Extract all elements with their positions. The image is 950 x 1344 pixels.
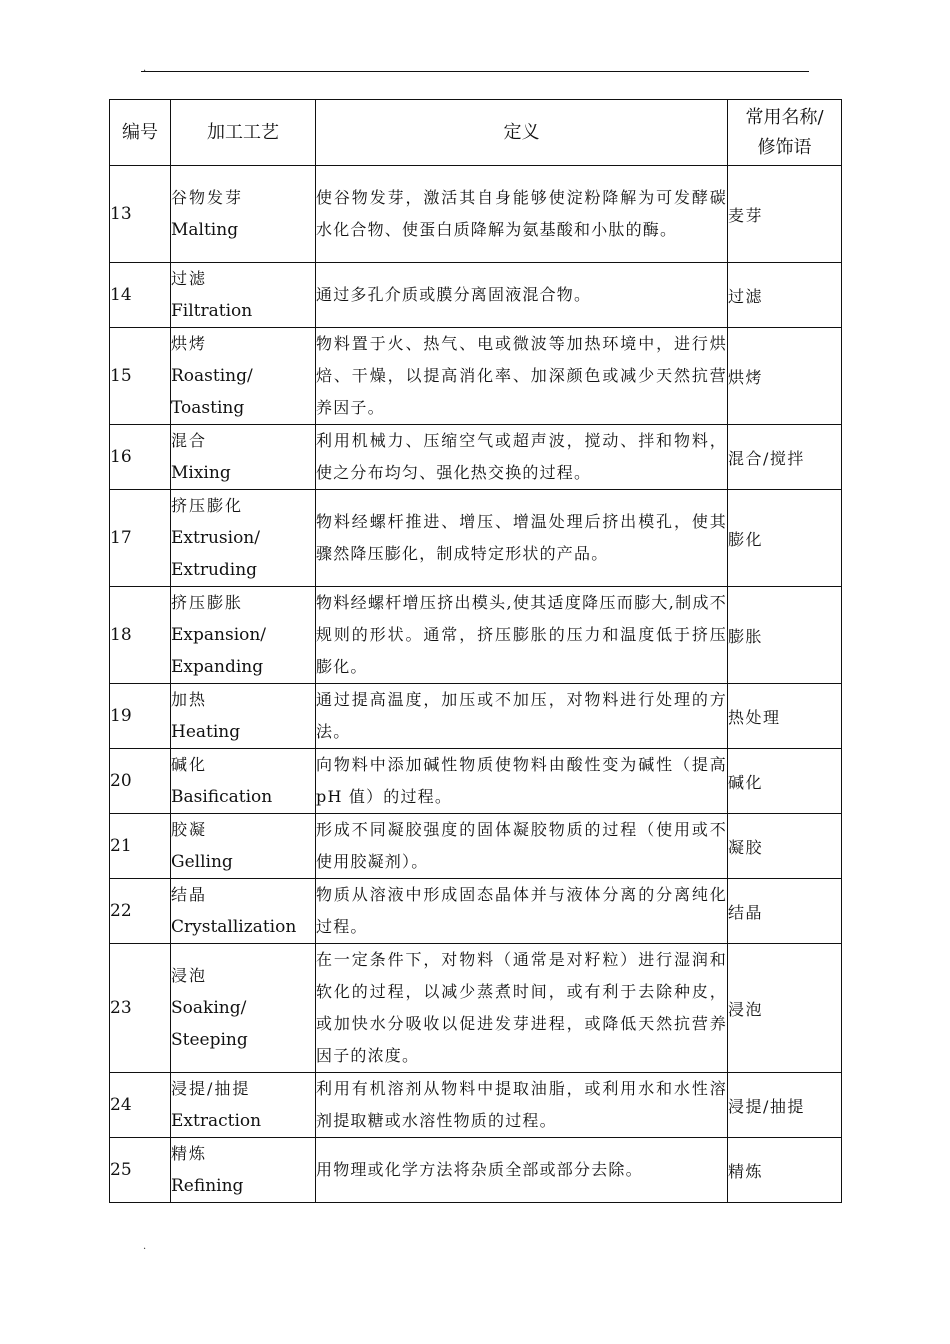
- process-cell: [171, 879, 316, 944]
- definition-cell: 物料经螺杆推进、增压、增温处理后挤出模孔，使其骤然降压膨化，制成特定形状的产品。: [316, 490, 728, 587]
- header-dot: .: [143, 63, 147, 74]
- process-name-cn: 烘烤: [171, 334, 208, 353]
- common-name-cell: 麦芽: [728, 166, 842, 263]
- definition-cell: 利用机械力、压缩空气或超声波，搅动、拌和物料，使之分布均匀、强化热交换的过程。: [316, 425, 728, 490]
- definition-cell: 通过提高温度，加压或不加压，对物料进行处理的方法。: [316, 684, 728, 749]
- process-name-en: Basification: [171, 787, 273, 807]
- common-name-cell: 浸提/抽提: [728, 1073, 842, 1138]
- table-body: [110, 166, 842, 1203]
- process-name-en: Malting: [171, 220, 239, 240]
- table-row: [110, 814, 842, 879]
- table-row: [110, 263, 842, 328]
- common-name-cell: 膨胀: [728, 587, 842, 684]
- process-cell: [171, 425, 316, 490]
- definition-cell: 形成不同凝胶强度的固体凝胶物质的过程（使用或不使用胶凝剂）。: [316, 814, 728, 879]
- common-name-cell: 凝胶: [728, 814, 842, 879]
- process-cell: [171, 749, 316, 814]
- definition-cell: 物料置于火、热气、电或微波等加热环境中，进行烘焙、干燥，以提高消化率、加深颜色或减少天然抗营养因子。: [316, 328, 728, 425]
- row-number: 25: [110, 1138, 171, 1203]
- process-cell: [171, 263, 316, 328]
- row-number: 23: [110, 944, 171, 1073]
- common-name-cell: 膨化: [728, 490, 842, 587]
- row-number: 16: [110, 425, 171, 490]
- row-number: 17: [110, 490, 171, 587]
- definition-cell: 用物理或化学方法将杂质全部或部分去除。: [316, 1138, 728, 1203]
- processing-table: [109, 99, 842, 1203]
- header-common-name: [728, 100, 842, 166]
- process-name-en: Mixing: [171, 463, 231, 483]
- process-name-cn: 结晶: [171, 885, 208, 904]
- common-name-cell: 浸泡: [728, 944, 842, 1073]
- definition-cell: 通过多孔介质或膜分离固液混合物。: [316, 263, 728, 328]
- process-name-en: Expanding: [171, 657, 264, 677]
- row-number: 13: [110, 166, 171, 263]
- process-name-en: Toasting: [171, 398, 245, 418]
- table-row: [110, 749, 842, 814]
- header-rule: [141, 71, 809, 72]
- header-name-line2: 修饰语: [757, 136, 812, 158]
- table-header-row: [110, 100, 842, 166]
- table-row: [110, 1138, 842, 1203]
- header-no: 编号: [110, 100, 171, 166]
- process-name-en: Filtration: [171, 301, 253, 321]
- process-name-en: Extraction: [171, 1111, 262, 1131]
- common-name-cell: 烘烤: [728, 328, 842, 425]
- table-row: [110, 587, 842, 684]
- process-cell: [171, 166, 316, 263]
- table-row: [110, 1073, 842, 1138]
- table-row: [110, 684, 842, 749]
- process-name-cn: 挤压膨胀: [171, 593, 244, 612]
- header-name-line1: 常用名称/: [745, 106, 824, 128]
- definition-cell: 物料经螺杆增压挤出模头,使其适度降压而膨大,制成不规则的形状。通常，挤压膨胀的压力和温度低于挤压膨化。: [316, 587, 728, 684]
- row-number: 18: [110, 587, 171, 684]
- common-name-cell: 过滤: [728, 263, 842, 328]
- process-cell: [171, 684, 316, 749]
- process-name-en: Crystallization: [171, 917, 297, 937]
- header-definition: 定义: [316, 100, 728, 166]
- table-row: [110, 490, 842, 587]
- process-name-en: Refining: [171, 1176, 244, 1196]
- process-name-cn: 精炼: [171, 1144, 208, 1163]
- header-process: 加工工艺: [171, 100, 316, 166]
- process-cell: [171, 490, 316, 587]
- process-name-en: Steeping: [171, 1030, 248, 1050]
- common-name-cell: 碱化: [728, 749, 842, 814]
- process-cell: [171, 814, 316, 879]
- common-name-cell: 结晶: [728, 879, 842, 944]
- process-name-cn: 碱化: [171, 755, 208, 774]
- table-row: [110, 425, 842, 490]
- process-name-cn: 浸提/抽提: [171, 1079, 251, 1098]
- common-name-cell: 精炼: [728, 1138, 842, 1203]
- common-name-cell: 热处理: [728, 684, 842, 749]
- table-row: [110, 328, 842, 425]
- definition-cell: 物质从溶液中形成固态晶体并与液体分离的分离纯化过程。: [316, 879, 728, 944]
- table-row: [110, 944, 842, 1073]
- process-cell: [171, 1073, 316, 1138]
- definition-cell: 使谷物发芽，激活其自身能够使淀粉降解为可发酵碳水化合物、使蛋白质降解为氨基酸和小肽的酶。: [316, 166, 728, 263]
- process-name-cn: 加热: [171, 690, 208, 709]
- process-cell: [171, 944, 316, 1073]
- definition-cell: 利用有机溶剂从物料中提取油脂，或利用水和水性溶剂提取糖或水溶性物质的过程。: [316, 1073, 728, 1138]
- row-number: 14: [110, 263, 171, 328]
- row-number: 21: [110, 814, 171, 879]
- table-row: [110, 166, 842, 263]
- row-number: 22: [110, 879, 171, 944]
- row-number: 24: [110, 1073, 171, 1138]
- process-cell: [171, 1138, 316, 1203]
- process-cell: [171, 328, 316, 425]
- process-name-cn: 浸泡: [171, 966, 208, 985]
- process-name-en: Soaking/: [171, 998, 247, 1018]
- process-name-cn: 挤压膨化: [171, 496, 244, 515]
- definition-cell: 向物料中添加碱性物质使物料由酸性变为碱性（提高 pH 值）的过程。: [316, 749, 728, 814]
- row-number: 15: [110, 328, 171, 425]
- process-name-en: Expansion/: [171, 625, 267, 645]
- process-name-cn: 谷物发芽: [171, 188, 244, 207]
- process-name-en: Extruding: [171, 560, 258, 580]
- process-name-en: Gelling: [171, 852, 233, 872]
- process-name-cn: 过滤: [171, 269, 208, 288]
- process-name-en: Extrusion/: [171, 528, 260, 548]
- process-name-en: Roasting/: [171, 366, 253, 386]
- common-name-cell: 混合/搅拌: [728, 425, 842, 490]
- process-name-en: Heating: [171, 722, 241, 742]
- process-name-cn: 混合: [171, 431, 208, 450]
- footer-dot: .: [143, 1241, 147, 1252]
- definition-cell: 在一定条件下，对物料（通常是对籽粒）进行湿润和软化的过程，以减少蒸煮时间，或有利于去除种皮，或加快水分吸收以促进发芽进程，或降低天然抗营养因子的浓度。: [316, 944, 728, 1073]
- row-number: 19: [110, 684, 171, 749]
- table-row: [110, 879, 842, 944]
- process-cell: [171, 587, 316, 684]
- row-number: 20: [110, 749, 171, 814]
- process-name-cn: 胶凝: [171, 820, 208, 839]
